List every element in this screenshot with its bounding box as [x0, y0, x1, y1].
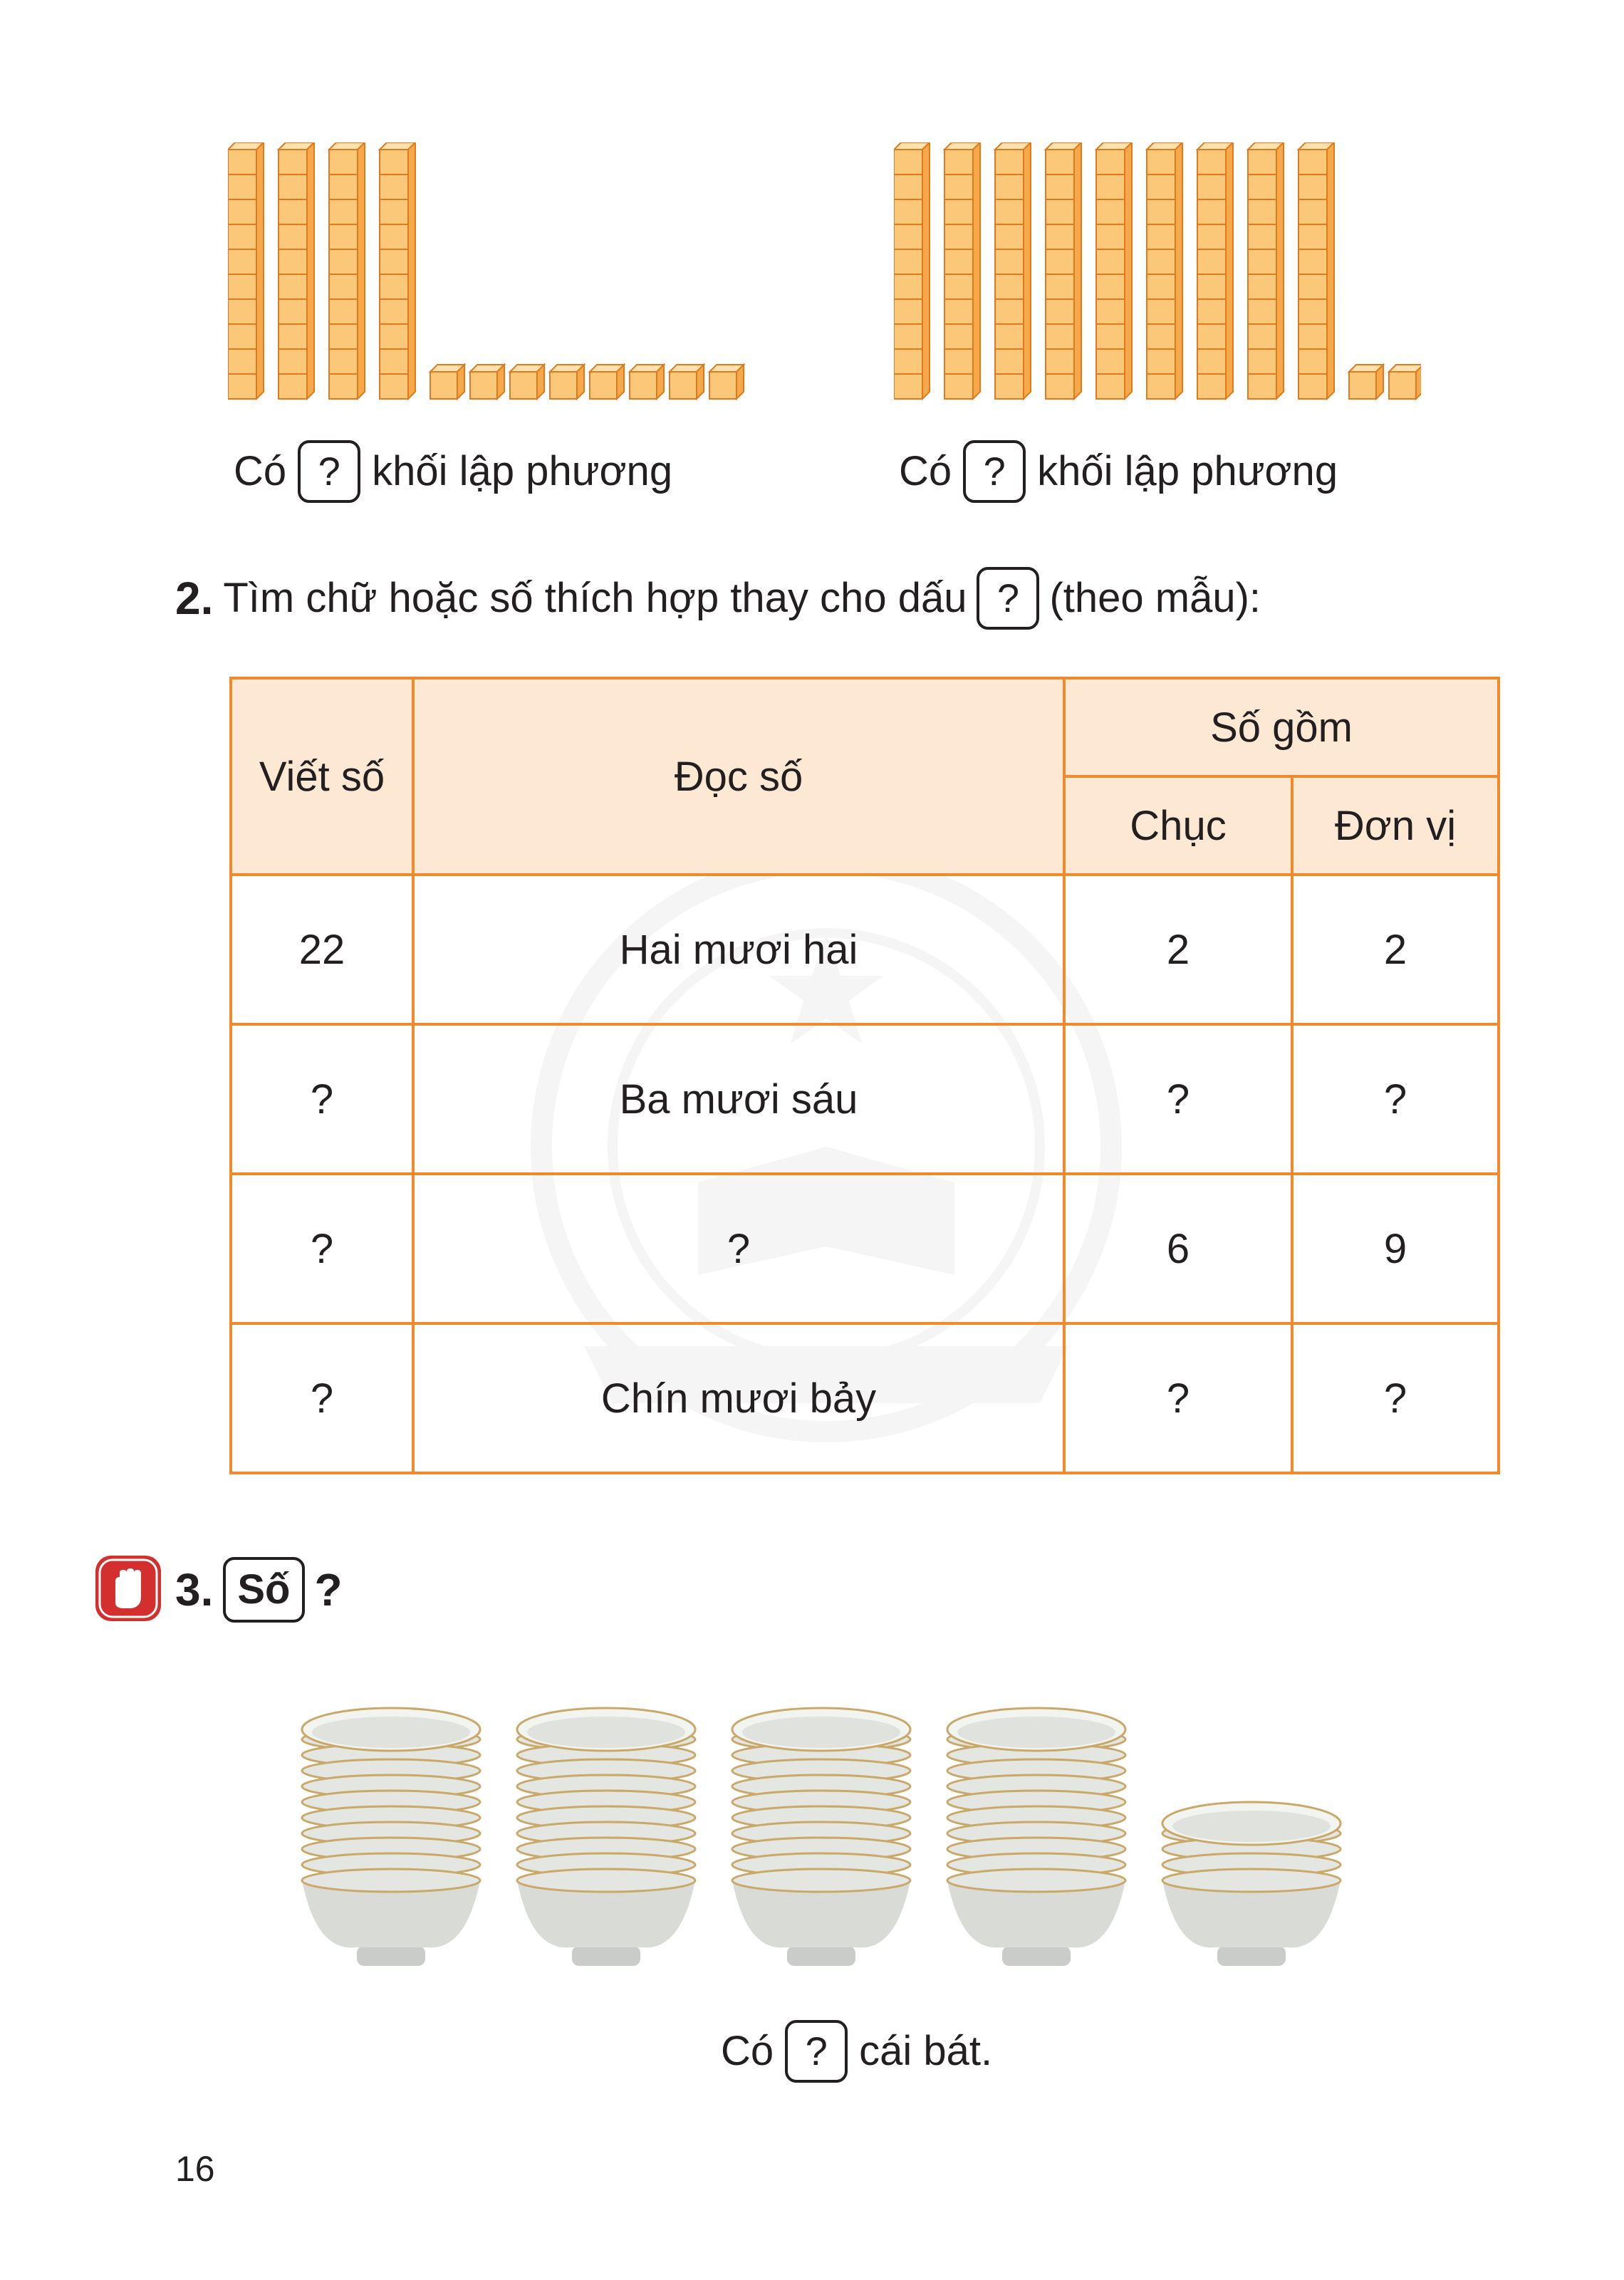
ten-rod [1248, 142, 1284, 399]
page-number: 16 [175, 2149, 215, 2189]
blocks-left [228, 142, 755, 413]
ten-rod [995, 142, 1031, 399]
header-tens: Chục [1064, 776, 1292, 875]
cell-write[interactable]: ? [231, 1174, 413, 1323]
unit-cube [430, 365, 464, 399]
cell-ones: 9 [1292, 1174, 1499, 1323]
ten-rod [944, 142, 980, 399]
cell-ones[interactable]: ? [1292, 1323, 1499, 1473]
question-mark: ? [314, 1564, 343, 1615]
exercise2-heading [175, 567, 1261, 630]
exercise2-instruction-end: (theo mẫu): [1049, 575, 1261, 621]
exercise3-heading [175, 1557, 343, 1623]
cell-ones[interactable]: ? [1292, 1024, 1499, 1174]
ten-rod [1197, 142, 1233, 399]
blocks-right [894, 142, 1421, 413]
ten-rod [380, 142, 415, 399]
cell-write: 22 [231, 875, 413, 1024]
table-row [231, 1174, 1499, 1323]
unit-cube [709, 365, 744, 399]
placeholder-box: ? [977, 567, 1039, 630]
caption-right-suffix: khối lập phương [1037, 448, 1338, 494]
table-row [231, 875, 1499, 1024]
ten-rod [1298, 142, 1334, 399]
ten-rod [1046, 142, 1081, 399]
caption-right [899, 440, 1338, 503]
exercise2-number: 2. [175, 573, 214, 624]
unit-cube [1349, 365, 1383, 399]
cell-write[interactable]: ? [231, 1024, 413, 1174]
answer-box-right[interactable]: ? [963, 440, 1026, 503]
exercise2-instruction: Tìm chữ hoặc số thích hợp thay cho dấu [223, 575, 967, 621]
header-read-number: Đọc số [413, 678, 1064, 875]
bowl-stack [1162, 1802, 1341, 1966]
answer-box-left[interactable]: ? [298, 440, 360, 503]
unit-cube [590, 365, 624, 399]
header-write-number: Viết số [231, 678, 413, 875]
ten-rod [279, 142, 314, 399]
answer-box-bowls[interactable]: ? [785, 2020, 848, 2083]
cell-tens: 6 [1064, 1174, 1292, 1323]
cell-ones: 2 [1292, 875, 1499, 1024]
ten-rod [1096, 142, 1132, 399]
bowl-stack [517, 1708, 695, 1966]
caption-right-prefix: Có [899, 448, 952, 494]
exercise3-caption [721, 2020, 992, 2083]
unit-cube [1389, 365, 1421, 399]
cell-tens[interactable]: ? [1064, 1323, 1292, 1473]
unit-cube [550, 365, 584, 399]
bowl-stacks [299, 1667, 1382, 1980]
bowl-stack [947, 1708, 1125, 1966]
caption-suffix: cái bát. [859, 2028, 993, 2074]
exercise3-number: 3. [175, 1564, 214, 1615]
unit-cube [510, 365, 544, 399]
cell-read: Hai mươi hai [413, 875, 1064, 1024]
hand-icon [93, 1553, 164, 1624]
bowl-stack [732, 1708, 910, 1966]
cell-read: Ba mươi sáu [413, 1024, 1064, 1174]
number-table [229, 677, 1500, 1474]
unit-cube [630, 365, 664, 399]
cell-read: Chín mươi bảy [413, 1323, 1064, 1473]
bowl-stack [302, 1708, 480, 1966]
so-label-box: Số [223, 1557, 304, 1623]
table-row [231, 1024, 1499, 1174]
caption-left [234, 440, 672, 503]
ten-rod [228, 142, 264, 399]
header-composed-of: Số gồm [1064, 678, 1499, 776]
caption-left-suffix: khối lập phương [372, 448, 673, 494]
unit-cube [670, 365, 704, 399]
ten-rod [894, 142, 930, 399]
caption-prefix: Có [721, 2028, 774, 2074]
cell-write[interactable]: ? [231, 1323, 413, 1473]
table-row [231, 1323, 1499, 1473]
ten-rod [1147, 142, 1182, 399]
cell-tens: 2 [1064, 875, 1292, 1024]
ten-rod [329, 142, 365, 399]
header-ones: Đơn vị [1292, 776, 1499, 875]
cell-read[interactable]: ? [413, 1174, 1064, 1323]
unit-cube [470, 365, 504, 399]
caption-left-prefix: Có [234, 448, 287, 494]
cell-tens[interactable]: ? [1064, 1024, 1292, 1174]
